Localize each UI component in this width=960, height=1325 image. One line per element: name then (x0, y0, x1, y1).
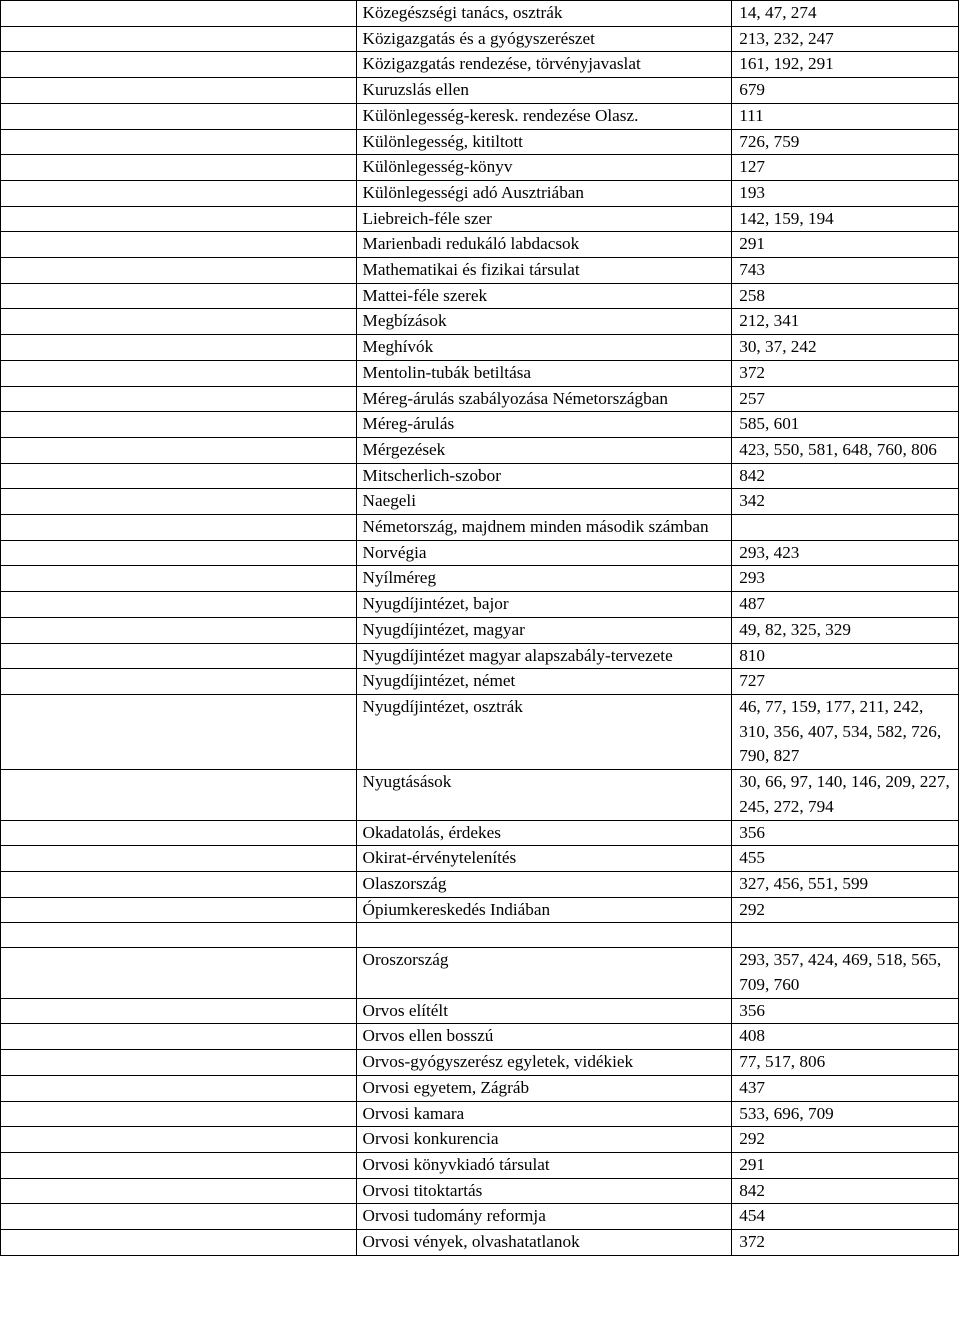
index-row (1, 1127, 959, 1153)
empty-left-cell (1, 155, 357, 181)
index-term: Mattei-féle szerek (356, 283, 732, 309)
empty-left-cell (1, 103, 357, 129)
empty-left-cell (1, 489, 357, 515)
index-pages: 292 (732, 897, 959, 923)
index-row (1, 1204, 959, 1230)
empty-left-cell (1, 770, 357, 820)
index-term: Marienbadi redukáló labdacsok (356, 232, 732, 258)
index-row (1, 923, 959, 948)
empty-left-cell (1, 617, 357, 643)
index-term: Kuruzslás ellen (356, 78, 732, 104)
index-pages: 842 (732, 1178, 959, 1204)
empty-left-cell (1, 360, 357, 386)
index-pages: 372 (732, 360, 959, 386)
empty-left-cell (1, 1230, 357, 1256)
index-row (1, 26, 959, 52)
index-pages: 142, 159, 194 (732, 206, 959, 232)
empty-left-cell (1, 258, 357, 284)
index-term: Naegeli (356, 489, 732, 515)
empty-left-cell (1, 669, 357, 695)
index-pages (732, 515, 959, 541)
index-pages: 423, 550, 581, 648, 760, 806 (732, 437, 959, 463)
index-row (1, 1178, 959, 1204)
index-pages: 14, 47, 274 (732, 1, 959, 27)
index-pages: 679 (732, 78, 959, 104)
index-term: Megbízások (356, 309, 732, 335)
index-row (1, 871, 959, 897)
index-term: Mérgezések (356, 437, 732, 463)
index-term: Különlegesség-könyv (356, 155, 732, 181)
index-term: Méreg-árulás (356, 412, 732, 438)
index-row (1, 180, 959, 206)
index-term: Nyugtásások (356, 770, 732, 820)
index-row (1, 1101, 959, 1127)
index-term: Mathematikai és fizikai társulat (356, 258, 732, 284)
index-pages: 842 (732, 463, 959, 489)
empty-left-cell (1, 283, 357, 309)
index-pages: 213, 232, 247 (732, 26, 959, 52)
index-row (1, 155, 959, 181)
index-row (1, 1230, 959, 1256)
index-row (1, 694, 959, 769)
empty-left-cell (1, 412, 357, 438)
index-pages (732, 923, 959, 948)
index-row (1, 948, 959, 998)
index-term: Orvosi titoktartás (356, 1178, 732, 1204)
empty-left-cell (1, 1050, 357, 1076)
index-term: Orvosi tudomány reformja (356, 1204, 732, 1230)
empty-left-cell (1, 820, 357, 846)
empty-left-cell (1, 998, 357, 1024)
empty-left-cell (1, 1127, 357, 1153)
empty-left-cell (1, 643, 357, 669)
index-pages: 161, 192, 291 (732, 52, 959, 78)
empty-left-cell (1, 1075, 357, 1101)
index-pages: 455 (732, 846, 959, 872)
index-pages: 810 (732, 643, 959, 669)
index-pages: 212, 341 (732, 309, 959, 335)
index-pages: 30, 66, 97, 140, 146, 209, 227, 245, 272, 794 (732, 770, 959, 820)
index-term: Meghívók (356, 335, 732, 361)
index-row (1, 386, 959, 412)
index-term: Orvosi vények, olvashatatlanok (356, 1230, 732, 1256)
index-pages: 743 (732, 258, 959, 284)
index-row (1, 643, 959, 669)
empty-left-cell (1, 1024, 357, 1050)
index-pages: 30, 37, 242 (732, 335, 959, 361)
index-pages: 342 (732, 489, 959, 515)
index-pages: 291 (732, 232, 959, 258)
index-pages: 46, 77, 159, 177, 211, 242, 310, 356, 407, 534, 582, 726, 790, 827 (732, 694, 959, 769)
index-row (1, 1, 959, 27)
index-row (1, 540, 959, 566)
empty-left-cell (1, 437, 357, 463)
index-pages: 111 (732, 103, 959, 129)
empty-left-cell (1, 52, 357, 78)
index-term: Orvos ellen bosszú (356, 1024, 732, 1050)
empty-left-cell (1, 871, 357, 897)
empty-left-cell (1, 232, 357, 258)
index-row (1, 309, 959, 335)
index-term: Orvosi konkurencia (356, 1127, 732, 1153)
index-term: Mitscherlich-szobor (356, 463, 732, 489)
index-row (1, 566, 959, 592)
index-row (1, 897, 959, 923)
index-term: Orvosi kamara (356, 1101, 732, 1127)
empty-left-cell (1, 129, 357, 155)
index-term: Okirat-érvénytelenítés (356, 846, 732, 872)
index-row (1, 206, 959, 232)
index-term: Nyugdíjintézet, osztrák (356, 694, 732, 769)
index-term: Orvosi egyetem, Zágráb (356, 1075, 732, 1101)
index-row (1, 1075, 959, 1101)
index-term: Nyugdíjintézet magyar alapszabály-tervezete (356, 643, 732, 669)
index-pages: 727 (732, 669, 959, 695)
index-row (1, 437, 959, 463)
index-term: Különlegesség-keresk. rendezése Olasz. (356, 103, 732, 129)
index-row (1, 820, 959, 846)
index-row (1, 78, 959, 104)
index-row (1, 258, 959, 284)
index-row (1, 1050, 959, 1076)
index-term: Közigazgatás rendezése, törvényjavaslat (356, 52, 732, 78)
index-term: Közigazgatás és a gyógyszerészet (356, 26, 732, 52)
index-pages: 356 (732, 998, 959, 1024)
index-pages: 726, 759 (732, 129, 959, 155)
index-term: Norvégia (356, 540, 732, 566)
empty-left-cell (1, 1101, 357, 1127)
index-term: Különlegesség, kitiltott (356, 129, 732, 155)
index-row (1, 463, 959, 489)
index-row (1, 770, 959, 820)
index-term: Liebreich-féle szer (356, 206, 732, 232)
index-row (1, 335, 959, 361)
index-row (1, 515, 959, 541)
index-term: Németország, majdnem minden második számban (356, 515, 732, 541)
index-pages: 292 (732, 1127, 959, 1153)
empty-left-cell (1, 309, 357, 335)
empty-left-cell (1, 897, 357, 923)
index-term: Különlegességi adó Ausztriában (356, 180, 732, 206)
index-term: Nyílméreg (356, 566, 732, 592)
index-term: Nyugdíjintézet, német (356, 669, 732, 695)
index-pages: 258 (732, 283, 959, 309)
index-row (1, 52, 959, 78)
index-pages: 127 (732, 155, 959, 181)
index-term: Okadatolás, érdekes (356, 820, 732, 846)
empty-left-cell (1, 463, 357, 489)
index-pages: 487 (732, 592, 959, 618)
empty-left-cell (1, 923, 357, 948)
empty-left-cell (1, 78, 357, 104)
index-row (1, 592, 959, 618)
index-term: Orvosi könyvkiadó társulat (356, 1152, 732, 1178)
empty-left-cell (1, 592, 357, 618)
index-pages: 327, 456, 551, 599 (732, 871, 959, 897)
index-row (1, 103, 959, 129)
index-row (1, 412, 959, 438)
index-term (356, 923, 732, 948)
index-table-body (1, 1, 959, 1256)
empty-left-cell (1, 694, 357, 769)
empty-left-cell (1, 386, 357, 412)
empty-left-cell (1, 206, 357, 232)
index-term: Orvos elítélt (356, 998, 732, 1024)
index-term: Nyugdíjintézet, bajor (356, 592, 732, 618)
index-term: Orvos-gyógyszerész egyletek, vidékiek (356, 1050, 732, 1076)
index-row (1, 1024, 959, 1050)
index-term: Oroszország (356, 948, 732, 998)
index-term: Közegészségi tanács, osztrák (356, 1, 732, 27)
index-pages: 193 (732, 180, 959, 206)
index-term: Nyugdíjintézet, magyar (356, 617, 732, 643)
empty-left-cell (1, 515, 357, 541)
empty-left-cell (1, 566, 357, 592)
index-row (1, 617, 959, 643)
index-pages: 356 (732, 820, 959, 846)
index-pages: 257 (732, 386, 959, 412)
empty-left-cell (1, 1, 357, 27)
index-row (1, 489, 959, 515)
index-pages: 291 (732, 1152, 959, 1178)
index-row (1, 129, 959, 155)
index-pages: 293 (732, 566, 959, 592)
index-pages: 77, 517, 806 (732, 1050, 959, 1076)
empty-left-cell (1, 26, 357, 52)
empty-left-cell (1, 948, 357, 998)
empty-left-cell (1, 1204, 357, 1230)
index-pages: 533, 696, 709 (732, 1101, 959, 1127)
index-pages: 454 (732, 1204, 959, 1230)
index-pages: 372 (732, 1230, 959, 1256)
index-pages: 437 (732, 1075, 959, 1101)
index-row (1, 283, 959, 309)
index-row (1, 232, 959, 258)
index-row (1, 669, 959, 695)
index-term: Méreg-árulás szabályozása Németországban (356, 386, 732, 412)
index-pages: 585, 601 (732, 412, 959, 438)
index-row (1, 846, 959, 872)
empty-left-cell (1, 1152, 357, 1178)
index-term: Ópiumkereskedés Indiában (356, 897, 732, 923)
index-pages: 293, 357, 424, 469, 518, 565, 709, 760 (732, 948, 959, 998)
empty-left-cell (1, 180, 357, 206)
index-term: Olaszország (356, 871, 732, 897)
index-term: Mentolin-tubák betiltása (356, 360, 732, 386)
empty-left-cell (1, 540, 357, 566)
empty-left-cell (1, 1178, 357, 1204)
index-pages: 408 (732, 1024, 959, 1050)
index-row (1, 998, 959, 1024)
empty-left-cell (1, 335, 357, 361)
index-row (1, 1152, 959, 1178)
index-pages: 293, 423 (732, 540, 959, 566)
index-row (1, 360, 959, 386)
index-pages: 49, 82, 325, 329 (732, 617, 959, 643)
empty-left-cell (1, 846, 357, 872)
